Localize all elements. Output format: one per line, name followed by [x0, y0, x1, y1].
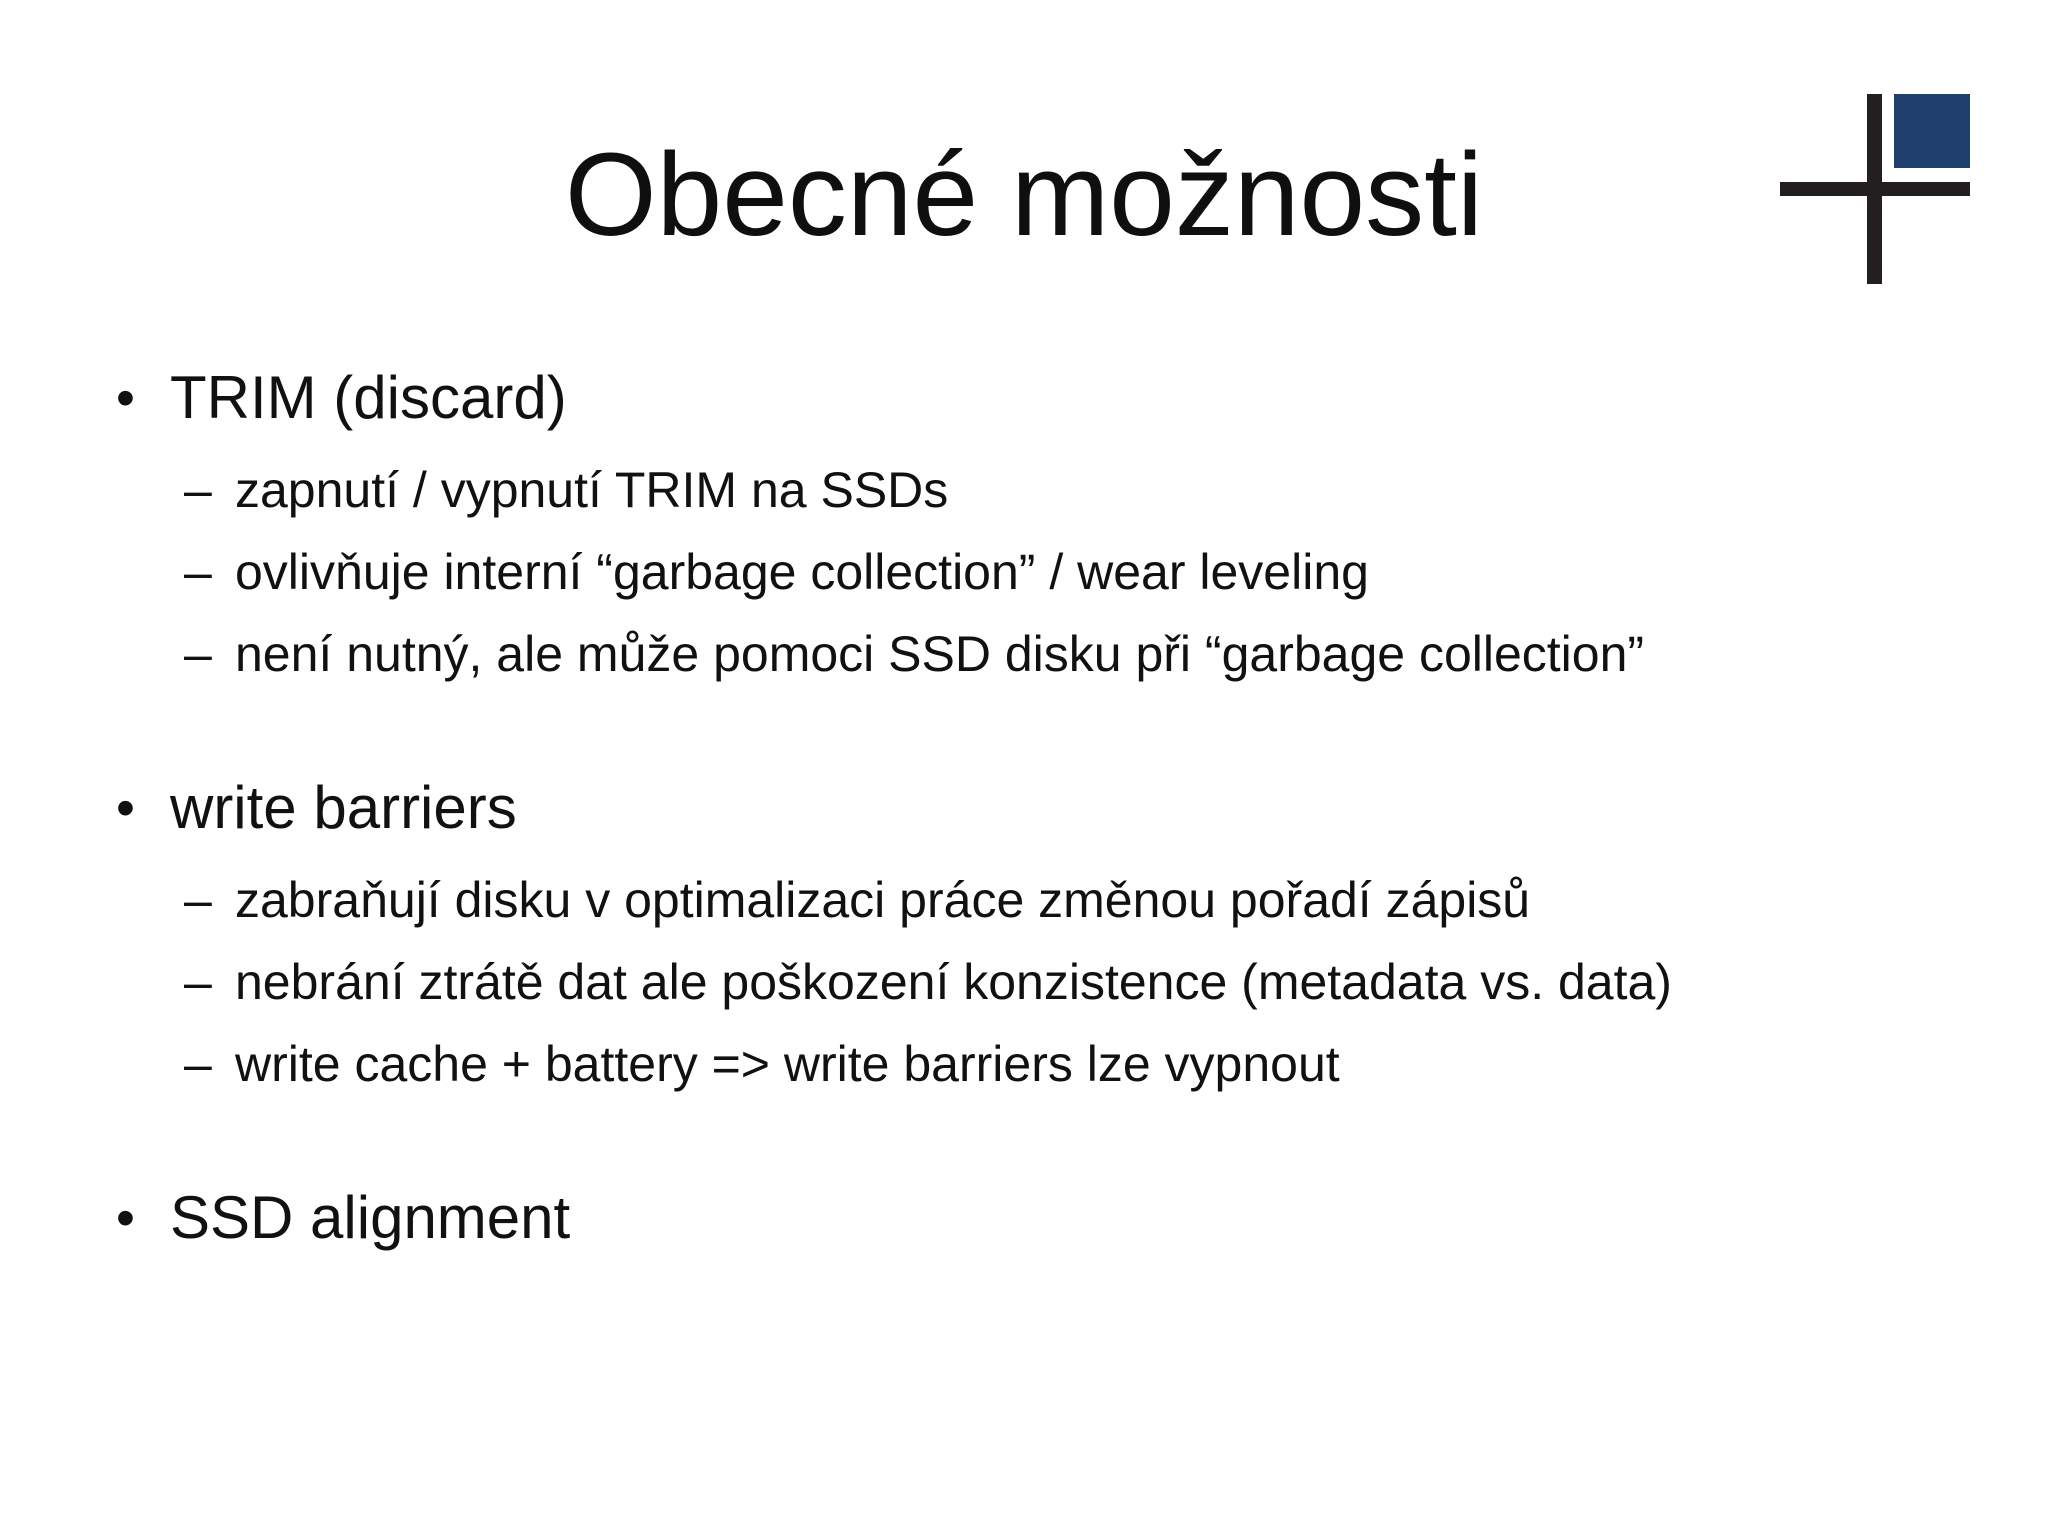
- sub-bullet-marker: –: [184, 626, 212, 682]
- sub-bullet-text: ovlivňuje interní “garbage collection” / wear leveling: [235, 544, 1369, 600]
- sub-bullet-marker: –: [184, 954, 212, 1010]
- bullet-heading: SSD alignment: [170, 1184, 571, 1251]
- sub-bullet-text: zabraňují disku v optimalizaci práce změnou pořadí zápisů: [235, 872, 1531, 928]
- sub-bullet-text: není nutný, ale může pomoci SSD disku při “garbage collection”: [235, 626, 1645, 682]
- sub-bullet-text: zapnutí / vypnutí TRIM na SSDs: [235, 462, 949, 518]
- bullet-marker: •: [116, 778, 135, 838]
- sub-bullet-marker: –: [184, 872, 212, 928]
- bullet-marker: •: [116, 1188, 135, 1248]
- sub-bullet-marker: –: [184, 462, 212, 518]
- bullet-heading: write barriers: [170, 774, 517, 841]
- slide-title: Obecné možnosti: [564, 129, 1484, 261]
- sub-bullet-marker: –: [184, 1036, 212, 1092]
- bullet-marker: •: [116, 368, 135, 428]
- bullet-heading: TRIM (discard): [170, 364, 567, 431]
- sub-bullet-marker: –: [184, 544, 212, 600]
- sub-bullet-text: write cache + battery => write barriers lze vypnout: [235, 1036, 1340, 1092]
- sub-bullet-text: nebrání ztrátě dat ale poškození konzistence (metadata vs. data): [235, 954, 1672, 1010]
